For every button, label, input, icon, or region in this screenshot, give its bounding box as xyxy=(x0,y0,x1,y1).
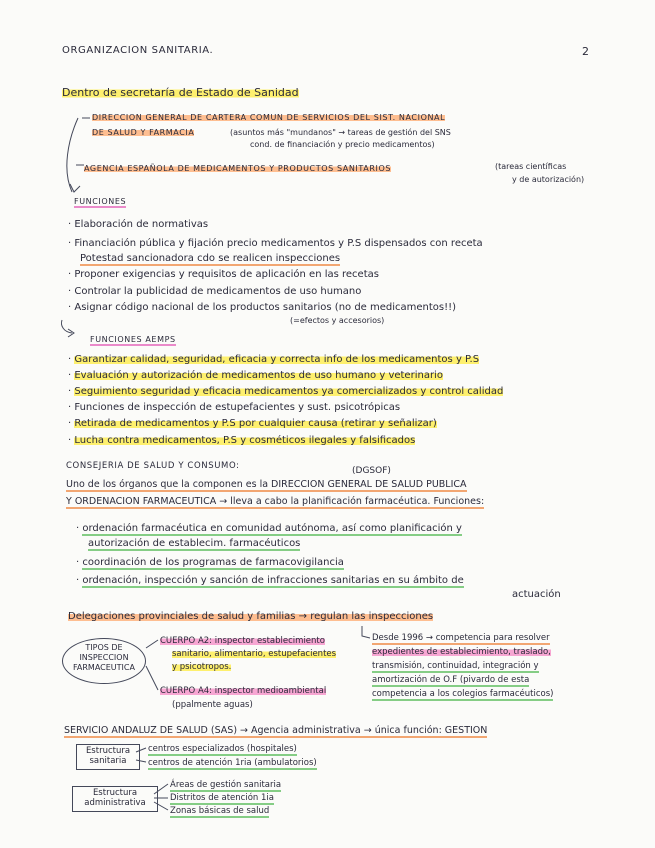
delegaciones-text: Delegaciones provinciales de salud y familias → regulan las inspecciones xyxy=(68,611,434,622)
dg-line2-text: DE SALUD Y FARMACIA xyxy=(92,128,195,137)
estructura-sanitaria-label: Estructura sanitaria xyxy=(85,746,131,766)
list-item: · Controlar la publicidad de medicamentos de uso humano xyxy=(68,286,362,297)
list-item: · ordenación farmacéutica en comunidad autónoma, así como planificación y xyxy=(76,523,462,534)
tipos-label: TIPOS DE INSPECCION FARMACEUTICA xyxy=(73,643,135,672)
desde-line2: expedientes de establecimiento, traslado, xyxy=(372,647,551,657)
connector-line xyxy=(154,784,168,794)
dg-note1: (asuntos más "mundanos" → tareas de gestión del SNS xyxy=(230,128,451,137)
bracket-arrow xyxy=(67,118,78,192)
list-item: · Asignar código nacional de los productos sanitarios (no de medicamentos!!) xyxy=(68,302,457,313)
desde-line1: Desde 1996 → competencia para resolver xyxy=(372,633,550,643)
connector-line xyxy=(136,760,146,762)
list-item: · Retirada de medicamentos y P.S por cualquier causa (retirar y señalizar) xyxy=(68,418,437,429)
cuerpo-a2-line3: y psicotropos. xyxy=(172,662,232,672)
cuerpo-a2-line1: CUERPO A2: inspector establecimiento xyxy=(160,636,325,646)
intro-text: Dentro de secretaría de Estado de Sanidad xyxy=(62,86,299,99)
list-item: autorización de establecim. farmacéuticos xyxy=(88,538,301,549)
list-item: · Evaluación y autorización de medicamentos de uso humano y veterinario xyxy=(68,370,443,381)
list-item: · Proponer exigencias y requisitos de aplicación en las recetas xyxy=(68,269,379,280)
sas-text: SERVICIO ANDALUZ DE SALUD (SAS) → Agencia administrativa → única función: GESTION xyxy=(64,725,488,736)
cuerpo-a2-line2: sanitario, alimentario, estupefacientes xyxy=(172,649,337,659)
funciones-sub: (=efectos y accesorios) xyxy=(290,316,385,325)
administrativa-item: Áreas de gestión sanitaria xyxy=(170,780,282,790)
administrativa-item: Distritos de atención 1ia xyxy=(170,793,274,803)
page-title: ORGANIZACION SANITARIA. xyxy=(62,45,214,56)
connector-line xyxy=(146,640,158,648)
list-item: actuación xyxy=(512,589,561,600)
cuerpo-a4-line1: CUERPO A4: inspector medioambiental xyxy=(160,686,327,696)
aemps-line-text: AGENCIA ESPAÑOLA DE MEDICAMENTOS Y PRODUCTOS SANITARIOS xyxy=(84,164,392,173)
list-item: · ordenación, inspección y sanción de infracciones sanitarias en su ámbito de xyxy=(76,575,464,586)
aemps-note1: (tareas científicas xyxy=(495,162,567,171)
connector-arrow xyxy=(362,626,370,638)
page-number: 2 xyxy=(582,45,589,58)
connector-line xyxy=(146,666,158,690)
aemps-note2: y de autorización) xyxy=(512,175,585,184)
list-item: · Garantizar calidad, seguridad, eficacia y correcta info de los medicamentos y P.S xyxy=(68,354,480,365)
desde-line4: amortización de O.F (pivardo de esta xyxy=(372,675,530,685)
desde-line3: transmisión, continuidad, integración y xyxy=(372,661,539,671)
consejeria-title: CONSEJERIA DE SALUD Y CONSUMO: xyxy=(66,461,240,471)
consejeria-line2-text: Y ORDENACION FARMACEUTICA → lleva a cabo la planificación farmacéutica. Funciones: xyxy=(66,496,485,507)
list-item: · Seguimiento seguridad y eficacia medicamentos ya comercializados y control calidad xyxy=(68,386,504,397)
connector-line xyxy=(136,748,146,752)
list-item: Potestad sancionadora cdo se realicen inspecciones xyxy=(80,253,341,264)
list-item: · Lucha contra medicamentos, P.S y cosméticos ilegales y falsificados xyxy=(68,435,416,446)
list-item: · coordinación de los programas de farmacovigilancia xyxy=(76,557,344,568)
dgsof-label: (DGSOF) xyxy=(352,466,391,476)
list-item: · Financiación pública y fijación precio medicamentos y P.S dispensados con receta xyxy=(68,238,483,249)
dg-line1-text: DIRECCION GENERAL DE CARTERA COMUN DE SERVICIOS DEL SIST. NACIONAL xyxy=(92,113,446,122)
estructura-administrativa-label: Estructura administrativa xyxy=(84,788,146,808)
cuerpo-a4-line2: (ppalmente aguas) xyxy=(172,700,253,710)
desde-line5: competencia a los colegios farmacéuticos) xyxy=(372,689,554,699)
consejeria-line1-text: Uno de los órganos que la componen es la DIRECCION GENERAL DE SALUD PUBLICA xyxy=(66,479,467,490)
funciones-title-text: FUNCIONES xyxy=(74,197,127,206)
dg-note2: cond. de financiación y precio medicamentos) xyxy=(250,140,435,149)
aemps-title-text: FUNCIONES AEMPS xyxy=(90,335,176,344)
sanitaria-item: centros especializados (hospitales) xyxy=(148,744,297,754)
list-item: · Elaboración de normativas xyxy=(68,219,209,230)
connector-line xyxy=(154,802,168,810)
list-item: · Funciones de inspección de estupefacientes y sust. psicotrópicas xyxy=(68,402,401,413)
administrativa-item: Zonas básicas de salud xyxy=(170,806,270,816)
sanitaria-item: centros de atención 1ria (ambulatorios) xyxy=(148,758,317,768)
